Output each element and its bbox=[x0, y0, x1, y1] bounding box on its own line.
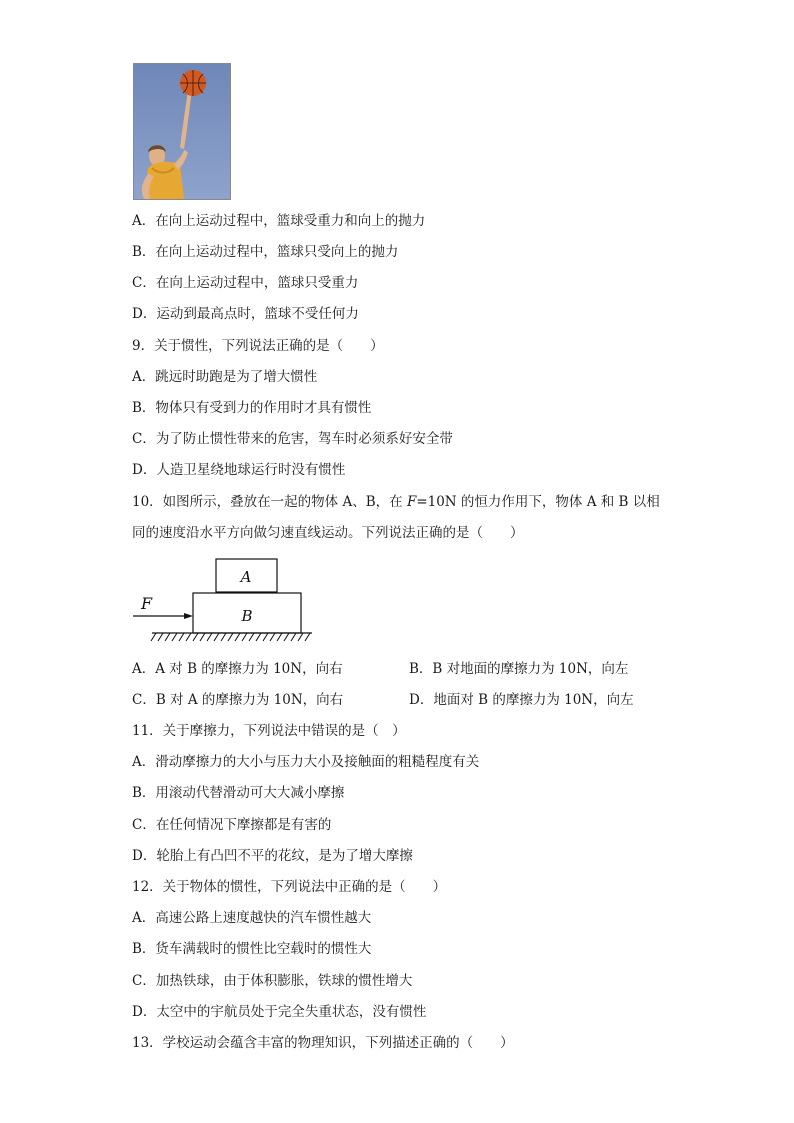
q12-stem: 12．关于物体的惯性，下列说法中正确的是（ ） bbox=[132, 879, 447, 895]
q9-stem: 9．关于惯性，下列说法正确的是（ ） bbox=[132, 338, 384, 354]
q9-option-d: D．人造卫星绕地球运行时没有惯性 bbox=[132, 462, 346, 478]
q10-stem-part1: 10．如图所示，叠放在一起的物体 A、B，在 bbox=[132, 494, 407, 510]
q12-option-d: D．太空中的宇航员处于完全失重状态，没有惯性 bbox=[132, 1004, 427, 1020]
q10-option-c: C．B 对 A 的摩擦力为 10N，向右 bbox=[132, 692, 344, 708]
q9-option-b: B．物体只有受到力的作用时才具有惯性 bbox=[132, 400, 372, 416]
q8-option-a: A．在向上运动过程中，篮球受重力和向上的抛力 bbox=[132, 213, 426, 229]
q8-option-b: B．在向上运动过程中，篮球只受向上的抛力 bbox=[132, 244, 399, 260]
q9-option-a: A．跳远时助跑是为了增大惯性 bbox=[132, 369, 318, 385]
q11-stem: 11．关于摩擦力，下列说法中错误的是（ ） bbox=[132, 723, 406, 739]
q11-option-d: D．轮胎上有凸凹不平的花纹，是为了增大摩擦 bbox=[132, 848, 413, 864]
q13-stem: 13．学校运动会蕴含丰富的物理知识，下列描述正确的（ ） bbox=[132, 1035, 514, 1051]
q10-stem bbox=[132, 494, 660, 510]
q9-option-c: C．为了防止惯性带来的危害，驾车时必须系好安全带 bbox=[132, 431, 453, 447]
block-a-label: A bbox=[240, 568, 252, 586]
force-label: F bbox=[141, 594, 153, 613]
q10-stem-line2: 同的速度沿水平方向做匀速直线运动。下列说法正确的是（ ） bbox=[132, 525, 524, 541]
q10-stacked-blocks-diagram bbox=[130, 556, 315, 646]
ground-hatching bbox=[151, 633, 310, 641]
q10-option-d: D．地面对 B 的摩擦力为 10N，向左 bbox=[409, 692, 634, 708]
block-b-label: B bbox=[241, 607, 253, 625]
q12-option-b: B．货车满载时的惯性比空载时的惯性大 bbox=[132, 941, 372, 957]
q10-force-variable: F bbox=[406, 494, 417, 510]
q10-option-b: B．B 对地面的摩擦力为 10N，向左 bbox=[409, 661, 629, 677]
q11-option-a: A．滑动摩擦力的大小与压力大小及接触面的粗糙程度有关 bbox=[132, 754, 480, 770]
q8-option-c: C．在向上运动过程中，篮球只受重力 bbox=[132, 275, 359, 291]
q10-stem-part2: =10N 的恒力作用下，物体 A 和 B 以相 bbox=[416, 494, 660, 510]
basketball-player-photo bbox=[133, 63, 231, 200]
q10-option-a: A．A 对 B 的摩擦力为 10N，向右 bbox=[132, 661, 343, 677]
basketball-player-illustration bbox=[134, 64, 230, 199]
force-arrow-head bbox=[184, 613, 193, 619]
q12-option-a: A．高速公路上速度越快的汽车惯性越大 bbox=[132, 910, 372, 926]
q11-option-c: C．在任何情况下摩擦都是有害的 bbox=[132, 817, 332, 833]
q8-option-d: D．运动到最高点时，篮球不受任何力 bbox=[132, 306, 359, 322]
q11-option-b: B．用滚动代替滑动可大大减小摩擦 bbox=[132, 785, 345, 801]
q12-option-c: C．加热铁球，由于体积膨胀，铁球的惯性增大 bbox=[132, 973, 413, 989]
